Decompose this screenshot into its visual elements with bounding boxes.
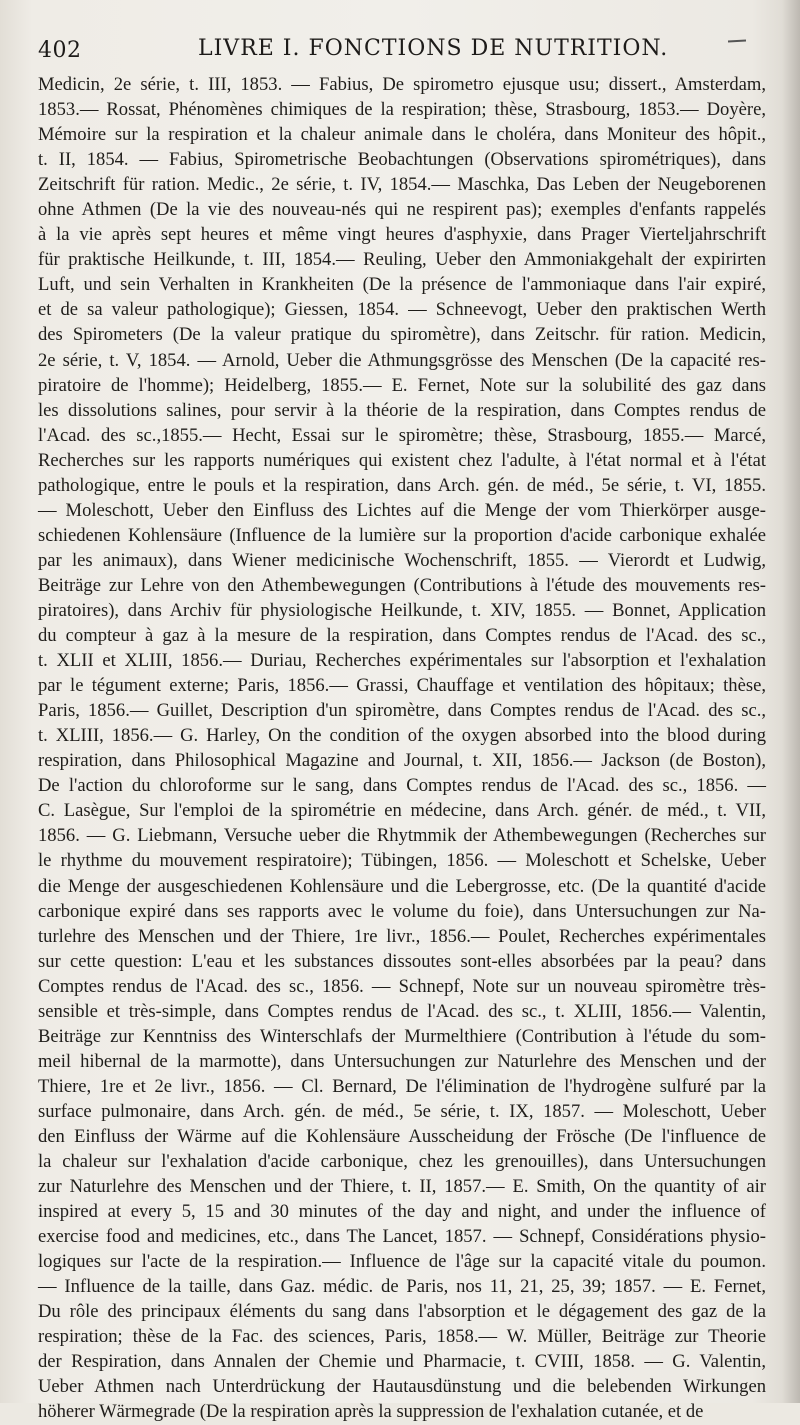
text-line: la chaleur sur l'exhalation d'acide carbonique, chez les grenouilles), dans Untersuchungen [38,1151,766,1173]
text-line: pathologique, entre le pouls et la respiration, dans Arch. gén. de méd., 5e série, t. VI, 1855. [38,474,766,496]
text-line: à la vie après sept heures et même vingt heures d'asphyxie, dans Prager Vierteljahrschrift [38,224,766,246]
page-header [38,32,762,68]
text-line: sur cette question: L'eau et les substances dissoutes sont-elles absorbées par la peau? dans [38,950,766,972]
text-line: Comptes rendus de l'Acad. des sc., 1856. — Schnepf, Note sur un nouveau spiromètre très- [38,975,766,997]
text-line: Paris, 1856.— Guillet, Description d'un spiromètre, dans Comptes rendus de l'Acad. des sc., [38,700,766,722]
text-line: du compteur à gaz à la mesure de la respiration, dans Comptes rendus de l'Acad. des sc., [38,625,766,647]
text-line: surface pulmonaire, dans Arch. gén. de méd., 5e série, t. IX, 1857. — Moleschott, Ueber [38,1100,766,1122]
text-line: carbonique expiré dans ses rapports avec le volume du foie), dans Untersuchungen zur Na- [38,900,766,922]
text-line: respiration; thèse de la Fac. des sciences, Paris, 1858.— W. Müller, Beiträge zur Theorie [38,1326,766,1348]
running-head: LIVRE I. FONCTIONS DE NUTRITION. [198,36,669,61]
text-line: 2e série, t. V, 1854. — Arnold, Ueber die Athmungsgrösse des Menschen (De la capacité res- [38,349,766,371]
page-number: 402 [38,38,82,63]
text-line: — Influence de la taille, dans Gaz. médic. de Paris, nos 11, 21, 25, 39; 1857. — E. Fernet, [38,1276,766,1298]
text-line: inspired at every 5, 15 and 30 minutes of the day and night, and under the influence of [38,1201,766,1223]
text-line: für praktische Heilkunde, t. III, 1854.— Reuling, Ueber den Ammoniakgehalt der expirirten [38,249,766,271]
text-line: les dissolutions salines, pour servir à la théorie de la respiration, dans Comptes rendus de [38,399,766,421]
text-line: logiques sur l'acte de la respiration.— Influence de l'âge sur la capacité vitale du poumon. [38,1251,766,1273]
text-line: turlehre des Menschen und der Thiere, 1re livr., 1856.— Poulet, Recherches expérimentales [38,925,766,947]
text-line: respiration, dans Philosophical Magazine and Journal, t. XII, 1856.— Jackson (de Boston), [38,750,766,772]
text-line: Luft, und sein Verhalten in Krankheiten (De la présence de l'ammoniaque dans l'air expiré, [38,274,766,296]
page-edge-shadow [782,0,800,1403]
text-line: — Moleschott, Ueber den Einfluss des Lichtes auf die Menge der vom Thierkörper ausge- [38,499,766,521]
text-line: piratoire de l'homme); Heidelberg, 1855.— E. Fernet, Note sur la solubilité des gaz dans [38,374,766,396]
text-line: Mémoire sur la respiration et la chaleur animale dans le choléra, dans Moniteur des hôpit., [38,124,766,146]
text-line: die Menge der ausgeschiedenen Kohlensäure und die Lebergrosse, etc. (De la quantité d'acide [38,875,766,897]
text-line: piratoires), dans Archiv für physiologische Heilkunde, t. XIV, 1855. — Bonnet, Application [38,599,766,621]
text-line: t. XLIII, 1856.— G. Harley, On the condition of the oxygen absorbed into the blood during [38,725,766,747]
text-line: et de sa valeur pathologique); Giessen, 1854. — Schneevogt, Ueber den praktischen Werth [38,299,766,321]
text-line: den Einfluss der Wärme auf die Kohlensäure Ausscheidung der Frösche (De l'influence de [38,1125,766,1147]
ink-mark [728,40,746,43]
text-line: 1856. — G. Liebmann, Versuche ueber die Rhytmmik der Athembewegungen (Recherches sur [38,825,766,847]
text-line: ohne Athmen (De la vie des nouveau-nés qui ne respirent pas); exemples d'enfants rappelés [38,199,766,221]
text-line: schiedenen Kohlensäure (Influence de la lumière sur la proportion d'acide carbonique exhalée [38,524,766,546]
text-line: par les animaux), dans Wiener medicinische Wochenschrift, 1855. — Vierordt et Ludwig, [38,549,766,571]
text-line: Beiträge zur Kenntniss des Winterschlafs der Murmelthiere (Contribution à l'étude du som- [38,1025,766,1047]
bibliography-text [38,72,766,1425]
text-line: Ueber Athmen nach Unterdrückung der Hautausdünstung und die belebenden Wirkungen [38,1376,766,1398]
text-line: Beiträge zur Lehre von den Athembewegungen (Contributions à l'étude des mouvements res- [38,574,766,596]
text-line: meil hibernal de la marmotte), dans Untersuchungen zur Naturlehre des Menschen und der [38,1050,766,1072]
text-line: Medicin, 2e série, t. III, 1853. — Fabius, De spirometro ejusque usu; dissert., Amsterdam, [38,74,766,95]
text-line: Du rôle des principaux éléments du sang dans l'absorption et le dégagement des gaz de la [38,1301,766,1323]
text-line: höherer Wärmegrade (De la respiration après la suppression de l'exhalation cutanée, et de [38,1401,704,1423]
text-line: zur Naturlehre des Menschen und der Thiere, t. II, 1857.— E. Smith, On the quantity of air [38,1176,766,1198]
text-line: sensible et très-simple, dans Comptes rendus de l'Acad. des sc., t. XLIII, 1856.— Valentin, [38,1000,766,1022]
text-line: Thiere, 1re et 2e livr., 1856. — Cl. Bernard, De l'élimination de l'hydrogène sulfuré par la [38,1075,766,1097]
text-line: t. II, 1854. — Fabius, Spirometrische Beobachtungen (Observations spirométriques), dans [38,149,766,171]
text-line: C. Lasègue, Sur l'emploi de la spirométrie en médecine, dans Arch. génér. de méd., t. VII, [38,800,766,822]
text-line: l'Acad. des sc.,1855.— Hecht, Essai sur le spiromètre; thèse, Strasbourg, 1855.— Marcé, [38,424,766,446]
text-line: Recherches sur les rapports numériques qui existent chez l'adulte, à l'état normal et à l'état [38,449,766,471]
text-line: par le tégument externe; Paris, 1856.— Grassi, Chauffage et ventilation des hôpitaux; thèse, [38,675,766,697]
text-line: des Spirometers (De la valeur pratique du spiromètre), dans Zeitschr. für ration. Medicin, [38,324,766,346]
text-line: Zeitschrift für ration. Medic., 2e série, t. IV, 1854.— Maschka, Das Leben der Neugeborenen [38,174,766,196]
text-line: De l'action du chloroforme sur le sang, dans Comptes rendus de l'Acad. des sc., 1856. — [38,775,766,797]
text-line: t. XLII et XLIII, 1856.— Duriau, Recherches expérimentales sur l'absorption et l'exhalation [38,650,766,672]
text-line: 1853.— Rossat, Phénomènes chimiques de la respiration; thèse, Strasbourg, 1853.— Doyère, [38,99,766,121]
text-line: der Respiration, dans Annalen der Chemie und Pharmacie, t. CVIII, 1858. — G. Valentin, [38,1351,766,1373]
text-line: exercise food and medicines, etc., dans The Lancet, 1857. — Schnepf, Considérations physio- [38,1226,766,1248]
text-line: le rhythme du mouvement respiratoire); Tübingen, 1856. — Moleschott et Schelske, Ueber [38,850,766,872]
